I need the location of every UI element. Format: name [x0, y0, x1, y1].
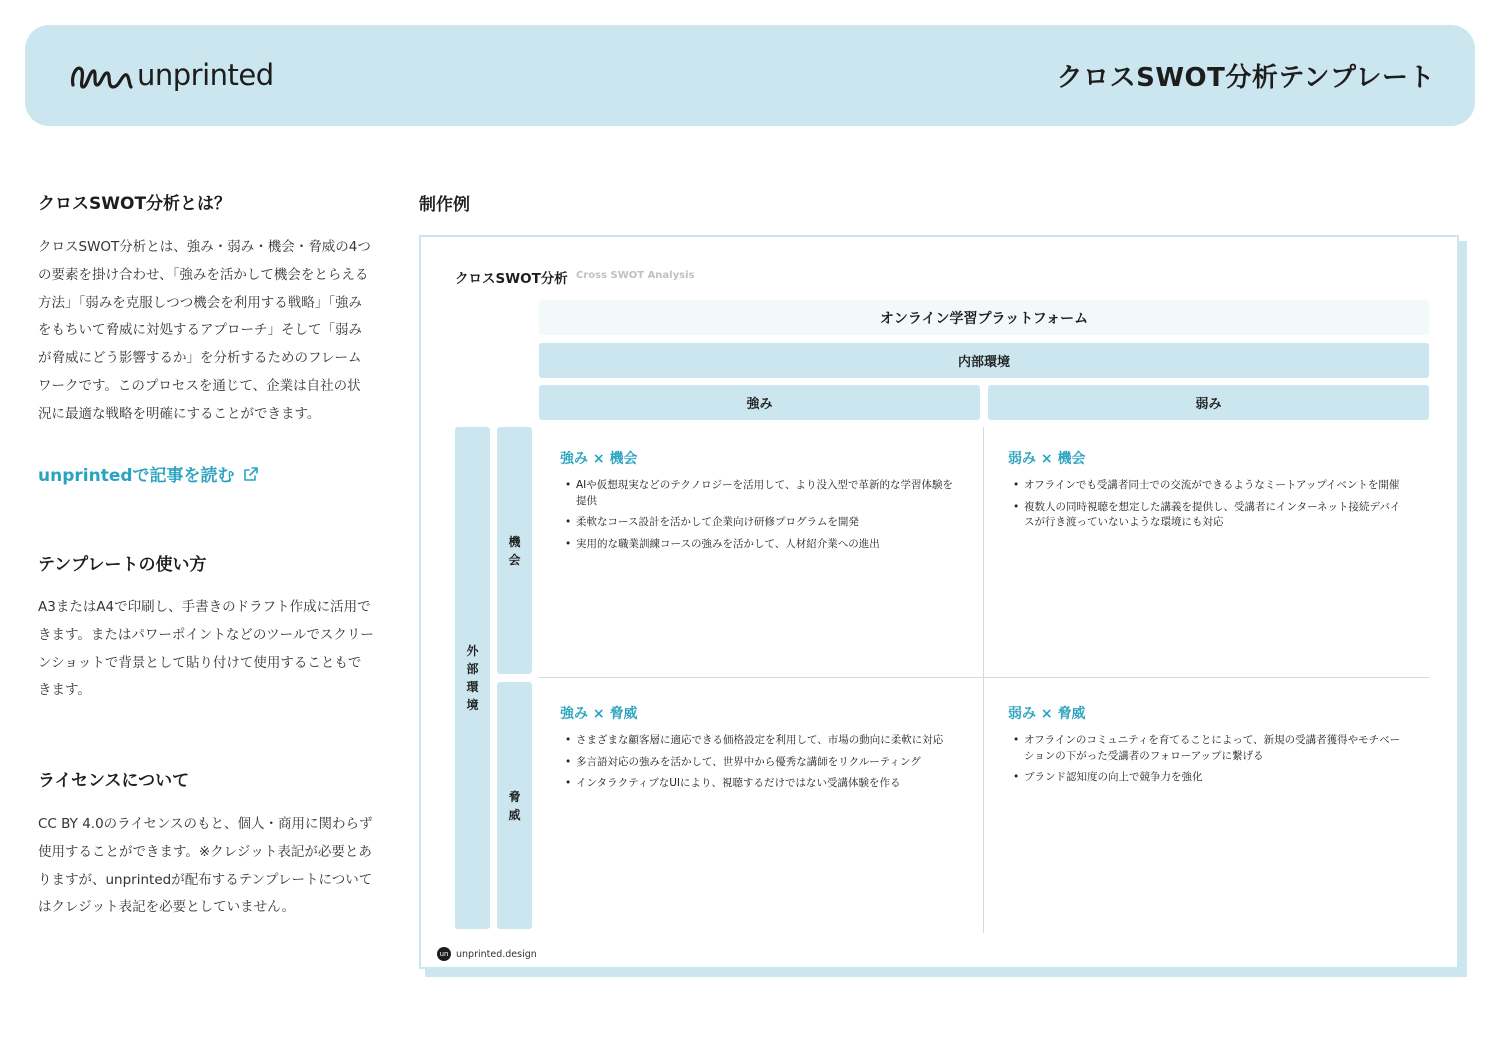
read-article-link[interactable]	[38, 461, 259, 486]
example-label: 制作例	[419, 195, 470, 215]
list-item: • オフラインでも受講者同士での交流ができるようなミートアップイベントを開催	[1008, 478, 1408, 494]
list-item: • オフラインのコミュニティを育てることによって、新規の受講者獲得やモチベーションの下がった受講者のフォローアップに繋げる	[1008, 733, 1408, 764]
quadrant-wt-title: 弱み × 脅威	[1008, 706, 1086, 722]
list-item: • 柔軟なコース設計を活かして企業向け研修プログラムを開発	[560, 515, 960, 531]
brand-name: unprinted	[137, 58, 274, 92]
list-item: • 実用的な職業訓練コースの強みを活かして、人材紹介業への進出	[560, 537, 960, 553]
quadrant-wt	[1008, 703, 1408, 792]
unprinted-logo-icon	[69, 55, 133, 95]
card-title: クロスSWOT分析	[455, 271, 568, 287]
quadrant-so	[560, 448, 960, 558]
usage-text: A3またはA4で印刷し、手書きのドラフト作成に活用できます。またはパワーポイントなどのツールでスクリーンショットで背景として貼り付けて使用することもできます。	[38, 599, 374, 699]
threats-header	[497, 682, 532, 929]
quadrant-divider-horizontal	[539, 677, 1429, 678]
quadrant-st-title: 強み × 脅威	[560, 706, 638, 722]
card-subtitle: Cross SWOT Analysis	[576, 270, 695, 281]
brand-logo[interactable]	[69, 55, 274, 95]
opportunities-header	[497, 427, 532, 674]
list-item: • インタラクティブなUIにより、視聴するだけではない受講体験を作る	[560, 776, 960, 792]
about-text: クロスSWOT分析とは、強み・弱み・機会・脅威の4つの要素を掛け合わせ、「強みを活かして機会をとらえる方法」「弱みを克服しつつ機会を利用する戦略」「強みをもちいて脅威に対処するアプローチ」そして「弱みが脅威にどう影響するか」を分析するためのフレームワークです。このプロセスを通じて、企業は自社の状況に最適な戦略を明確にすることができます。	[38, 239, 371, 422]
list-item: • さまざまな顧客層に適応できる価格設定を利用して、市場の動向に柔軟に対応	[560, 733, 960, 749]
quadrant-wo	[1008, 448, 1408, 537]
read-article-label: unprintedで記事を読む	[38, 466, 235, 486]
page-title: クロスSWOT分析テンプレート	[1056, 63, 1435, 93]
swot-card	[419, 235, 1459, 969]
list-item: • ブランド認知度の向上で競争力を強化	[1008, 770, 1408, 786]
header	[25, 25, 1475, 126]
card-footer	[437, 947, 537, 961]
subject-bar: オンライン学習プラットフォーム	[539, 300, 1429, 335]
footer-logo-icon: un	[437, 947, 451, 961]
license-heading: ライセンスについて	[38, 771, 190, 791]
list-item: • 多言語対応の強みを活かして、世界中から優秀な講師をリクルーティング	[560, 755, 960, 771]
quadrant-st	[560, 703, 960, 798]
threats-label: 脅威	[508, 789, 521, 822]
license-text: CC BY 4.0のライセンスのもと、個人・商用に関わらず使用することができます。※クレジット表記が必要とありますが、unprintedが配布するテンプレートについてはクレジット表記を必要としていません。	[38, 816, 373, 916]
footer-domain: unprinted.design	[456, 948, 537, 960]
external-env-bar	[455, 427, 490, 929]
weaknesses-header: 弱み	[988, 385, 1429, 420]
internal-env-bar: 内部環境	[539, 343, 1429, 378]
opportunities-label: 機会	[508, 534, 521, 567]
external-link-icon	[243, 466, 259, 482]
list-item: • AIや仮想現実などのテクノロジーを活用して、より没入型で革新的な学習体験を提供	[560, 478, 960, 509]
quadrant-divider-vertical	[983, 427, 984, 933]
usage-heading: テンプレートの使い方	[38, 555, 207, 575]
external-env-label: 外部環境	[466, 644, 479, 712]
quadrant-wo-title: 弱み × 機会	[1008, 451, 1086, 467]
quadrant-so-title: 強み × 機会	[560, 451, 638, 467]
strengths-header: 強み	[539, 385, 980, 420]
list-item: • 複数人の同時視聴を想定した講義を提供し、受講者にインターネット接続デバイスが行き渡っていないような環境にも対応	[1008, 500, 1408, 531]
about-heading: クロスSWOT分析とは？	[38, 194, 232, 214]
